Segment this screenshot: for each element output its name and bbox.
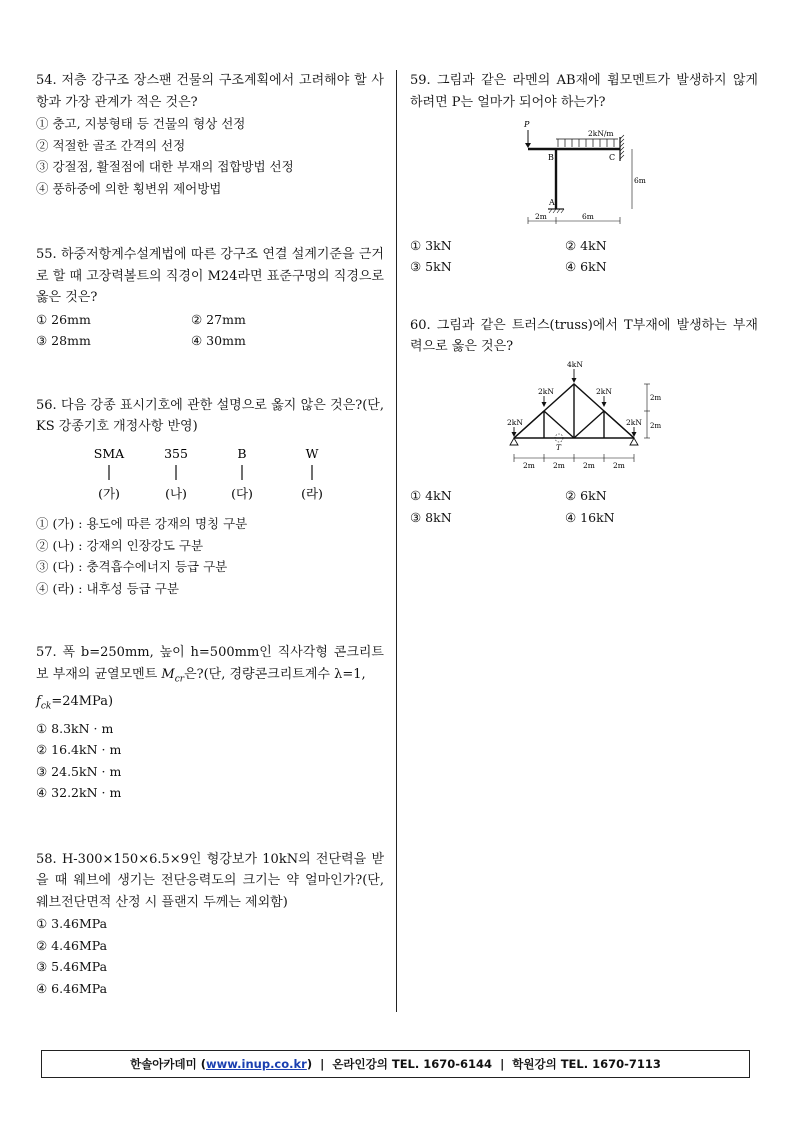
base-support-hatch [549,209,564,213]
left-support [510,438,518,445]
question-54-stem: 54. 저층 강구조 장스팬 건물의 구조계획에서 고려해야 할 사항과 가장 관계가 적은 것은? [36,73,384,110]
question-58-option-4[interactable]: ④ 6.46MPa [36,980,108,996]
question-56 [36,395,384,600]
question-57-option-1[interactable]: ① 8.3kN · m [36,720,114,736]
truss-diagram [410,358,758,478]
label-vertical-2m-upper: 2m [650,393,662,402]
marker-ga: (가) [98,485,120,501]
label-right-2kn-upper: 2kN [596,386,612,396]
question-55-stem: 55. 하중저항계수설계법에 따른 강구조 연결 설계기준을 근거로 할 때 고장력볼트의 직경이 M24라면 표준구멍의 직경으로 옳은 것은? [36,247,384,305]
question-54-option-3[interactable]: ③ 강절점, 활절점에 대한 부재의 접합방법 선정 [36,159,294,174]
label-span-2m: 2m [535,212,547,221]
symbol-355: 355 [164,445,188,461]
label-span-6m: 6m [582,212,594,221]
question-55-option-1[interactable]: ① 26mm [36,311,91,327]
question-58-option-2[interactable]: ② 4.46MPa [36,937,108,953]
question-57-stem-part-3: =24MPa) [51,693,114,709]
load-p-arrowhead [525,143,531,148]
question-55 [36,244,384,352]
right-column [410,70,758,528]
marker-na: (나) [165,485,187,501]
label-span-2: 2m [553,460,565,470]
symbol-sma: SMA [93,445,125,461]
label-height-6m: 6m [634,176,646,185]
label-span-3: 2m [583,460,595,470]
label-a: A [549,198,555,207]
symbol-w: W [305,445,319,461]
label-b: B [548,153,554,162]
question-54-option-2[interactable]: ② 적절한 골조 간격의 선정 [36,137,186,153]
label-c: C [609,153,616,162]
question-57-option-3[interactable]: ③ 24.5kN · m [36,763,122,779]
question-59-option-2[interactable]: ② 4kN [565,237,607,253]
label-span-1: 2m [523,460,535,470]
right-support [630,438,638,445]
label-right-2kn-lower: 2kN [626,417,642,427]
label-member-t: T [556,442,562,452]
question-58-option-3[interactable]: ③ 5.46MPa [36,959,108,975]
question-59-option-3[interactable]: ③ 5kN [410,259,452,274]
symbol-f: f [36,693,41,709]
frame-diagram [410,117,758,227]
column-divider [396,70,397,1012]
symbol-b: B [237,445,247,461]
question-59-options [410,235,758,278]
label-vertical-2m-lower: 2m [650,421,662,430]
question-56-stem: 56. 다음 강종 표시기호에 관한 설명으로 옳지 않은 것은?(단, KS 강종기호 개정사항 반영) [36,397,384,434]
question-60-option-1[interactable]: ① 4kN [410,488,452,503]
question-56-option-3[interactable]: ③ (다) : 충격흡수에너지 등급 구분 [36,559,228,574]
footer-paren: ) [306,1057,313,1071]
question-54-option-1[interactable]: ① 충고, 지붕형태 등 건물의 형상 선정 [36,116,246,131]
question-57-option-2[interactable]: ② 16.4kN · m [36,742,122,758]
question-58 [36,849,384,1000]
question-60-option-2[interactable]: ② 6kN [565,488,607,503]
symbol-m-subscript: cr [174,674,185,685]
symbol-f-subscript: ck [40,701,52,712]
label-span-4: 2m [613,460,625,470]
question-55-option-3[interactable]: ③ 28mm [36,333,91,348]
question-57 [36,642,384,804]
question-60-option-3[interactable]: ③ 8kN [410,509,452,525]
question-54-option-4[interactable]: ④ 풍하중에 의한 횡변위 제어방법 [36,180,222,196]
question-59-stem: 59. 그림과 같은 라멘의 AB재에 휨모멘트가 발생하지 않게 하려면 P는 얼마가 되어야 하는가? [410,73,758,110]
footer-url-link[interactable]: www.inup.co.kr [206,1057,307,1071]
question-58-stem: 58. H-300×150×6.5×9인 형강보가 10kN의 전단력을 받을 때 웨브에 생기는 전단응력도의 크기는 약 얼마인가?(단, 웨브전단면적 산정 시 플랜지 두께는 제외함) [36,851,384,910]
question-57-stem-part-2: 은?(단, 경량콘크리트계수 λ=1, [184,666,366,682]
footer-separator-1: | [320,1057,325,1071]
label-left-2kn-upper: 2kN [538,386,554,396]
label-distributed-load: 2kN/m [588,129,614,138]
question-57-option-4[interactable]: ④ 32.2kN · m [36,785,122,801]
label-left-2kn-lower: 2kN [507,417,523,427]
question-56-option-2[interactable]: ② (나) : 강재의 인장강도 구분 [36,537,204,553]
symbol-m: M [161,666,175,682]
question-57-stem [36,642,384,718]
label-top-load: 4kN [567,359,583,369]
question-56-option-4[interactable]: ④ (라) : 내후성 등급 구분 [36,580,179,596]
label-p: P [524,120,530,129]
footer-offline-tel: 학원강의 TEL. 1670-7113 [512,1057,661,1071]
page-footer [41,1050,750,1078]
marker-da: (다) [231,485,253,501]
question-55-option-2[interactable]: ② 27mm [191,311,246,327]
question-60-option-4[interactable]: ④ 16kN [565,509,615,525]
distributed-load-arrows [558,139,614,147]
question-57-stem-part-1: 57. 폭 b=250mm, 높이 h=500mm인 직사각형 콘크리트 보 부재의 균열모멘트 [36,645,384,682]
question-54 [36,70,384,199]
question-60-stem: 60. 그림과 같은 트러스(truss)에서 T부재에 발생하는 부재력으로 옳은 것은? [410,317,758,354]
question-60 [410,315,758,529]
question-58-option-1[interactable]: ① 3.46MPa [36,916,108,932]
question-55-option-4[interactable]: ④ 30mm [191,333,246,348]
question-56-option-1[interactable]: ① (가) : 용도에 따른 강재의 명칭 구분 [36,516,248,531]
question-59-option-4[interactable]: ④ 6kN [565,259,607,274]
footer-academy: 한솔아카데미 ( [130,1057,207,1071]
truss-members [514,384,634,438]
left-column [36,70,384,999]
question-59 [410,70,758,278]
marker-ra: (라) [301,485,323,501]
footer-online-tel: 온라인강의 TEL. 1670-6144 [332,1057,493,1071]
footer-separator-2: | [500,1057,505,1071]
question-55-options [36,309,384,352]
steel-symbol-diagram [36,438,384,506]
question-60-options [410,485,758,528]
question-59-option-1[interactable]: ① 3kN [410,237,452,253]
